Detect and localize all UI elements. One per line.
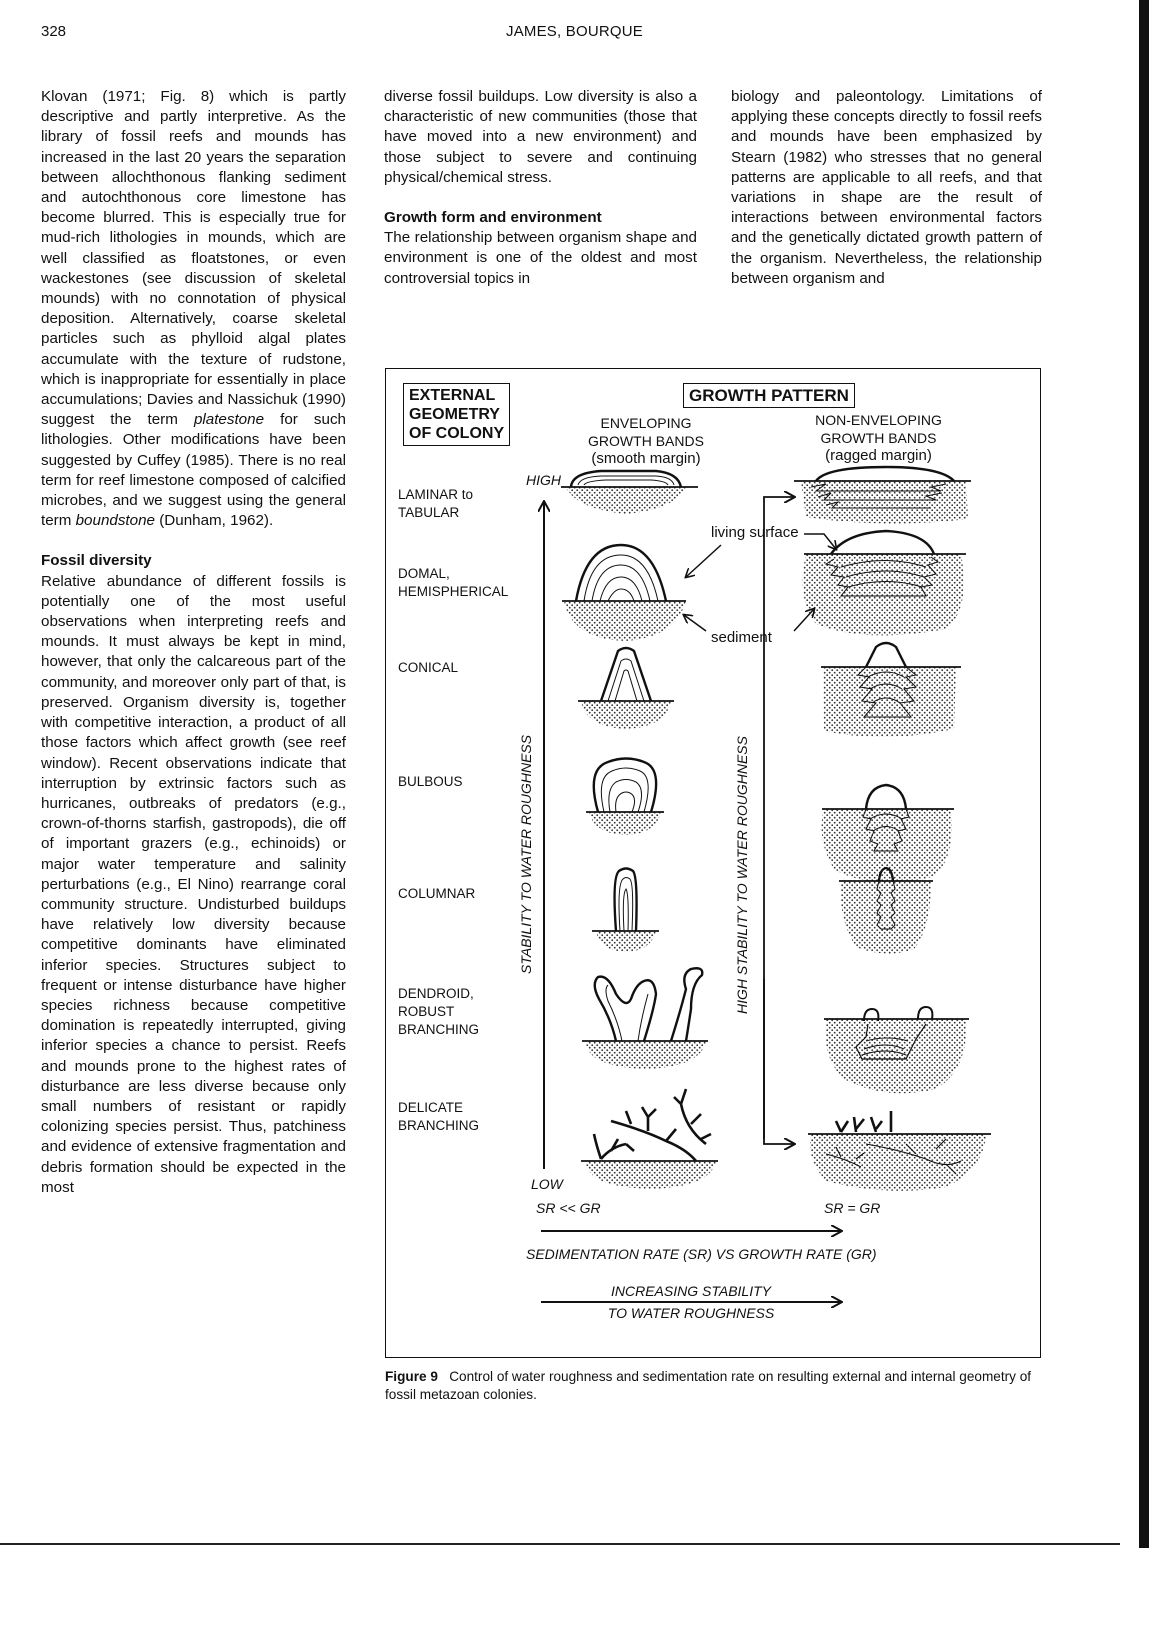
paragraph: biology and paleontology. Limitations of applying these concepts directly to fossil reefs and mounds have been emphasized by Stearn (1982) who stresses that no general patterns are applicable to all reefs, and that variations in shape are the result of interactions between environmental factors and the genetically dictated growth pattern of the organism. Nevertheless, the relationship between organism and (731, 88, 1042, 287)
high-stability-bottom-arrow (764, 979, 794, 1144)
external-geometry-header: EXTERNAL GEOMETRY OF COLONY (403, 383, 510, 446)
row-label-dendroid: DENDROID, ROBUST BRANCHING (398, 986, 480, 1037)
section-heading-growth-form: Growth form and environment (384, 209, 602, 227)
growth-pattern-header: GROWTH PATTERN (683, 383, 855, 408)
page-number: 328 (41, 23, 67, 40)
section-heading-fossil-diversity: Fossil diversity (41, 552, 152, 570)
domal-non-enveloping (803, 531, 966, 635)
dendroid-enveloping (582, 968, 708, 1069)
living-surface-label: living surface (711, 524, 799, 541)
laminar-enveloping (561, 471, 698, 514)
running-title: JAMES, BOURQUE (506, 23, 643, 40)
columnar-non-enveloping (839, 868, 933, 954)
row-label-domal: DOMAL, HEMISPHERICAL (398, 566, 509, 599)
sr-less-gr-label: SR << GR (536, 1200, 601, 1216)
text-column-1 (41, 87, 346, 1198)
columnar-enveloping (592, 869, 659, 953)
row-label-conical: CONICAL (398, 660, 459, 675)
enveloping-column-header: ENVELOPING GROWTH BANDS (smooth margin) (588, 415, 704, 467)
scan-edge (1139, 0, 1149, 1548)
high-stability-path (764, 497, 794, 1139)
row-label-delicate: DELICATE BRANCHING (398, 1100, 480, 1133)
page-bottom-rule (0, 1543, 1120, 1545)
sediment-label: sediment (711, 629, 772, 646)
non-enveloping-column-header: NON-ENVELOPING GROWTH BANDS (ragged margin) (815, 412, 942, 464)
figure-9 (385, 368, 1041, 1358)
domal-enveloping (562, 545, 686, 641)
delicate-enveloping (581, 1089, 718, 1189)
text-column-3 (731, 87, 1042, 289)
conical-enveloping (578, 648, 674, 729)
row-label-columnar: COLUMNAR (398, 886, 476, 901)
row-label-laminar: LAMINAR to TABULAR (398, 487, 474, 520)
italic-term: boundstone (75, 512, 155, 530)
paragraph: diverse fossil buildups. Low diversity is also a characteristic of new communities (those that have moved into a new environment) and those subject to severe and continuing physical/chemical stress. (384, 88, 697, 186)
text-column-2 (384, 87, 697, 289)
figure-drawing (386, 369, 1042, 1359)
bulbous-enveloping (586, 759, 664, 836)
delicate-non-enveloping (808, 1111, 991, 1191)
paragraph: Relative abundance of different fossils is potentially one of the most useful observations when interpreting reefs and mounds. It must always be kept in mind, however, that only the calcareous part of the community, and moreover only part of that, is preserved. Organism diversity is, together with competitive interaction, a product of all those factors which affect growth (see reef window). Recent observations indicate that interruption by extrinsic factors such as hurricanes, outbreaks of predators (e.g., crown-of-thorns starfish, gastropods), die off of important grazers (e.g., echinoids) or major water temperature and salinity perturbations (e.g., El Nino) rearrange coral community structure. Undisturbed buildups have relatively low diversity because competitive dominants have eliminated inferior species. Structures subject to frequent or intense disturbance have higher species richness because competitive domination is repeatedly interrupted, giving inferior species a chance to persist. Reefs and mounds prone to the highest rates of disturbance are less diverse because only small numbers of resistant or rapidly colonizing species persist. Thus, patchiness and evidence of extensive fragmentation and debris formation should be expected in the most (41, 572, 346, 1196)
paragraph: The relationship between organism shape and environment is one of the oldest and most controversial topics in (384, 229, 697, 287)
italic-term: platestone (193, 411, 265, 429)
caption-text: Control of water roughness and sedimentation rate on resulting external and internal geometry of fossil metazoan colonies. (385, 1369, 1032, 1402)
stability-label-line1: INCREASING STABILITY (611, 1283, 771, 1299)
figure-caption (385, 1368, 1045, 1404)
low-label: LOW (531, 1176, 563, 1192)
sr-equal-gr-label: SR = GR (824, 1200, 881, 1216)
paragraph: Klovan (1971; Fig. 8) which is partly descriptive and partly interpretive. As the library of fossil reefs and mounds has increased in the last 20 years the separation between allochthonous flanking sediment and autochthonous core limestone has become blurred. This is especially true for mud-rich lithologies in mounds, which are well classified as floatstones, or even wackestones (see discussion of skeletal mounds) with no connotation of physical deposition. Alternatively, coarse skeletal particles such as phylloid algal plates accumulate with the texture of rudstone, which is inappropriate for essentially in place accumulations; Davies and Nassichuk (1990) suggest the term platestone for such lithologies. Other modifications have been suggested by Cuffey (1985). There is no real term for reef limestone composed of calcified microbes, and we suggest using the general term boundstone (Dunham, 1962). (41, 88, 346, 530)
stability-label-line2: TO WATER ROUGHNESS (607, 1305, 775, 1321)
figure-label: Figure 9 (385, 1369, 438, 1384)
high-label: HIGH (526, 472, 561, 488)
middle-axis-label: HIGH STABILITY TO WATER ROUGHNESS (734, 736, 750, 1014)
row-label-bulbous: BULBOUS (398, 774, 463, 789)
x-axis-label: SEDIMENTATION RATE (SR) VS GROWTH RATE (GR) (526, 1246, 877, 1262)
left-axis-label: STABILITY TO WATER ROUGHNESS (518, 734, 534, 974)
laminar-non-enveloping (794, 467, 971, 524)
dendroid-non-enveloping (824, 1007, 969, 1093)
conical-non-enveloping (821, 643, 961, 737)
